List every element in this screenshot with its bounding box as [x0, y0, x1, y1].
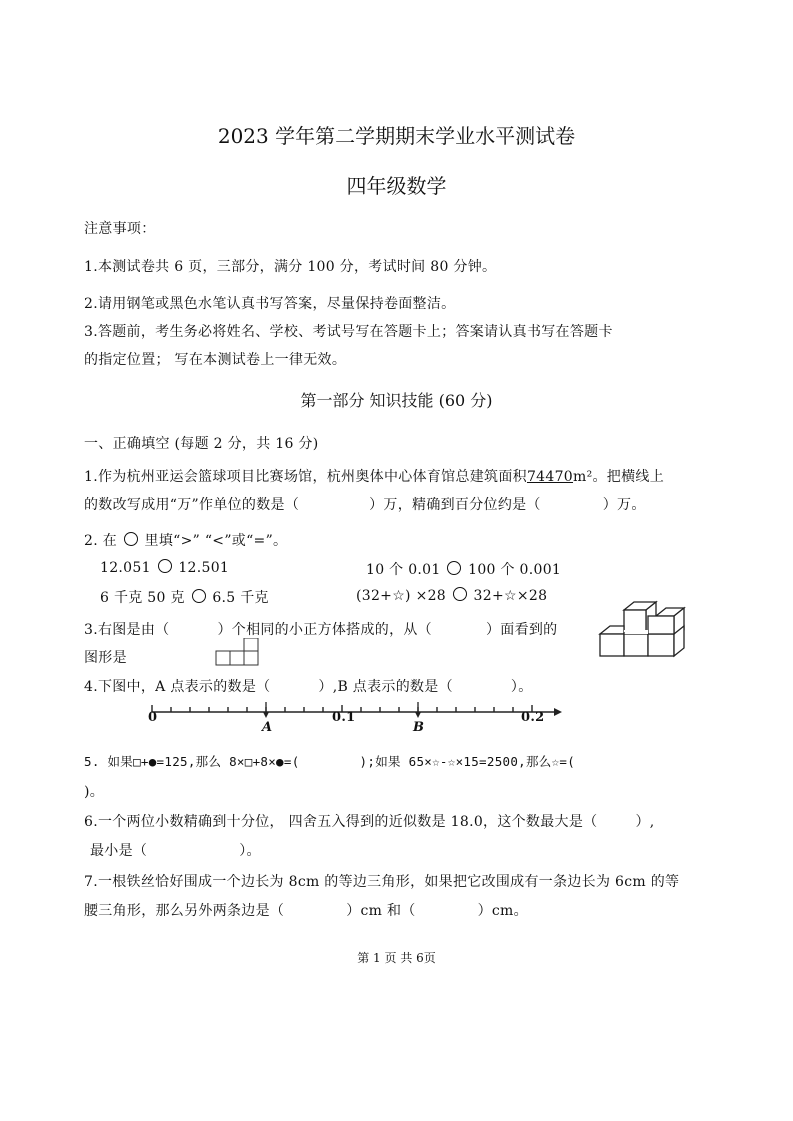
exam-title: 2023 学年第二学期期末学业水平测试卷 [217, 124, 576, 148]
q7-text-d: ）cm。 [477, 903, 528, 919]
page-footer: 第 1 页 共 6页 [357, 951, 436, 965]
compare-circle-4[interactable] [453, 587, 467, 601]
q2-r1c1-right: 12.501 [178, 560, 230, 576]
notes-heading: 注意事项： [84, 221, 156, 237]
q2-r1c2-left: 10 个 0.01 [366, 562, 441, 578]
q5-text-a: 5. 如果□+●=125,那么 8×□+8×●=( [84, 754, 300, 769]
number-line-tick-0.1: 0.1 [332, 710, 356, 725]
q1-text-b: m²。把横线上 [573, 469, 665, 485]
q1-text-a: 1.作为杭州亚运会篮球项目比赛场馆，杭州奥体中心体育馆总建筑面积 [84, 469, 527, 485]
point-a-label: A [262, 720, 273, 735]
question-3-line-2: 图形是 [84, 650, 127, 666]
q2-r2c1-right: 6.5 千克 [212, 590, 269, 606]
compare-circle-3[interactable] [192, 589, 206, 603]
q1-text-d: ）万，精确到百分位约是（ [369, 497, 541, 513]
q6-text-d: ）。 [239, 843, 261, 859]
q4-text-a: 4.下图中，A 点表示的数是（ [84, 679, 271, 695]
note-item-3-line-2: 的指定位置； 写在本测试卷上一律无效。 [84, 352, 347, 368]
question-2-line-1 [84, 530, 287, 550]
q2-compare-r2c1 [100, 587, 269, 607]
number-line-tick-0: 0 [148, 710, 158, 725]
q2-r2c2-right: 32+☆×28 [473, 588, 548, 604]
view-figure-icon [214, 638, 264, 668]
q2-r1c1-left: 12.051 [100, 560, 151, 576]
q4-text-b: ）,B 点表示的数是（ [318, 679, 453, 695]
compare-circle-1[interactable] [158, 559, 172, 573]
q3-text-c: ）面看到的 [485, 622, 558, 638]
q1-underlined-number: 74470 [526, 469, 574, 485]
note-item-3-line-1: 3.答题前，考生务必将姓名、学校、考试号写在答题卡上；答案请认真书写在答题卡 [84, 324, 613, 340]
q6-text-c: 最小是（ [90, 843, 148, 859]
cube-stack-figure-icon [596, 600, 688, 660]
q2-compare-r2c2 [356, 587, 547, 604]
q4-text-c: ）。 [510, 679, 533, 695]
question-1-line-2 [84, 494, 646, 514]
point-b-label: B [413, 720, 425, 735]
q7-text-c: ）cm 和（ [346, 903, 416, 919]
note-item-1: 1.本测试卷共 6 页，三部分，满分 100 分，考试时间 80 分钟。 [84, 259, 497, 275]
exam-subtitle: 四年级数学 [346, 174, 447, 198]
note-item-2: 2.请用钢笔或黑色水笔认真书写答案，尽量保持卷面整洁。 [84, 296, 456, 312]
question-6-line-1 [84, 811, 655, 831]
q1-text-c: 的数改写成用“万”作单位的数是（ [84, 497, 300, 513]
q2-compare-r1c2 [366, 559, 561, 579]
question-7-line-1: 7.一根铁丝恰好围成一个边长为 8cm 的等边三角形，如果把它改围成有一条边长为 6cm 的等 [84, 874, 680, 890]
q2-r1c2-right: 100 个 0.001 [468, 562, 562, 578]
number-line-tick-0.2: 0.2 [521, 710, 545, 725]
q2-compare-r1c1 [100, 559, 229, 576]
circle-icon [124, 532, 138, 546]
q6-text-a: 6.一个两位小数精确到十分位， 四舍五入得到的近似数是 18.0，这个数最大是（ [84, 814, 598, 830]
q5-text-b: );如果 65×☆-☆×15=2500,那么☆=( [359, 754, 576, 769]
question-6-line-2 [90, 840, 261, 860]
compare-circle-2[interactable] [447, 561, 461, 575]
question-7-line-2 [84, 900, 528, 920]
q3-text-b: ）个相同的小正方体搭成的，从（ [217, 622, 432, 638]
q2-text-b: 里填“>” “<”或“=”。 [144, 533, 288, 549]
q6-text-b: ）, [635, 814, 655, 830]
q2-text-a: 2. 在 [84, 533, 118, 549]
question-5-line-1 [84, 752, 575, 770]
question-5-line-2: )。 [84, 784, 105, 800]
part1-heading: 第一部分 知识技能 (60 分) [300, 391, 493, 410]
question-1-line-1 [84, 466, 664, 486]
q7-text-b: 腰三角形，那么另外两条边是（ [84, 903, 285, 919]
question-4-line-1 [84, 676, 533, 696]
q2-r2c1-left: 6 千克 50 克 [100, 590, 185, 606]
section1-heading: 一、正确填空 (每题 2 分，共 16 分) [84, 436, 319, 452]
q1-text-e: ）万。 [602, 497, 646, 513]
q2-r2c2-left: (32+☆) ×28 [356, 588, 447, 604]
question-3-line-1 [84, 619, 557, 639]
q3-text-a: 3.右图是由（ [84, 622, 170, 638]
